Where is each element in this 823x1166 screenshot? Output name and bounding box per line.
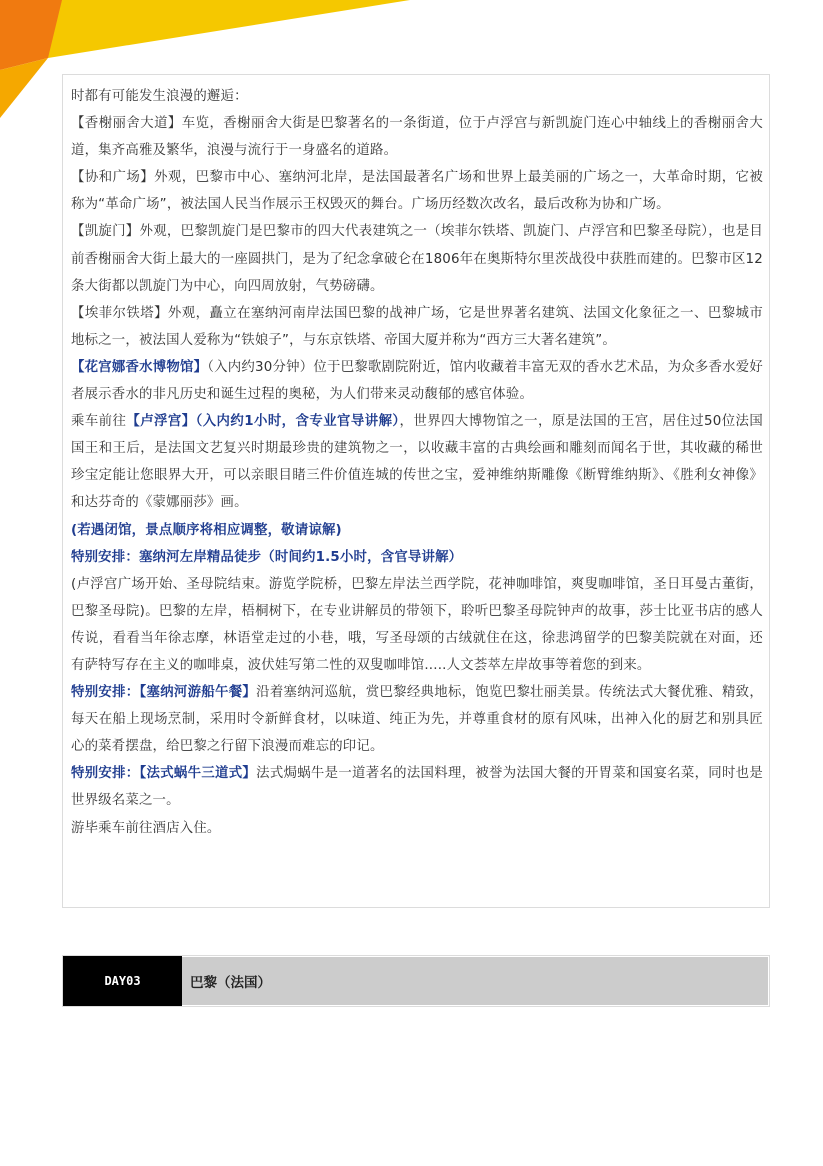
seine-cruise-body: 沿着塞纳河巡航，赏巴黎经典地标，饱览巴黎壮丽美景。传统法式大餐优雅、精致，每天在船上现场烹制，采用时令新鲜食材，以味道、纯正为先，并尊重食材的原有风味，出神入化的厨艺和别具匠心的菜肴摆盘，给巴黎之行留下浪漫而难忘的印记。 — [71, 685, 763, 755]
concorde-paragraph: 【协和广场】外观，巴黎市中心、塞纳河北岸，是法国最著名广场和世界上最美丽的广场之一，大革命时期，它被称为“革命广场”，被法国人民当作展示王权毁灭的舞台。广场历经数次改名，最后改称为协和广场。 — [71, 170, 763, 213]
louvre-title: 【卢浮宫】（入内约1小时，含专业官导讲解） — [126, 414, 400, 430]
louvre-pre: 乘车前往 — [71, 414, 127, 430]
day-title: 巴黎（法国） — [182, 957, 768, 1005]
eiffel-tower-paragraph: 【埃菲尔铁塔】外观，矗立在塞纳河南岸法国巴黎的战神广场，它是世界著名建筑、法国文化象征之一、巴黎城市地标之一，被法国人爱称为“铁娘子”，与东京铁塔、帝国大厦并称为“西方三大著名建筑”。 — [71, 305, 763, 348]
fragonard-body: （入内约30分钟）位于巴黎歌剧院附近，馆内收藏着丰富无双的香水艺术品，为众多香水爱好者展示香水的非凡历史和诞生过程的奥秘，为人们带来灵动馥郁的感官体验。 — [71, 359, 763, 403]
seine-cruise-paragraph — [71, 679, 763, 760]
fragonard-paragraph — [71, 354, 763, 408]
seine-cruise-title: 特别安排：【塞纳河游船午餐】 — [71, 685, 257, 701]
day-header — [62, 955, 770, 1007]
intro-text: 时都有可能发生浪漫的邂逅： — [71, 89, 248, 104]
louvre-paragraph — [71, 408, 763, 516]
escargot-title: 特别安排：【法式蜗牛三道式】 — [71, 766, 257, 782]
closure-notice: (若遇闭馆，景点顺序将相应调整，敬请谅解) — [71, 522, 342, 538]
hotel-paragraph: 游毕乘车前往酒店入住。 — [71, 820, 221, 836]
louvre-body: ，世界四大博物馆之一，原是法国的王宫，居住过50位法国国王和王后，是法国文艺复兴时期最珍贵的建筑物之一，以收藏丰富的古典绘画和雕刻而闻名于世，其收藏的稀世珍宝定能让您眼界大开，可以亲眼目睹三件价值连城的传世之宝，爱神维纳斯雕像《断臂维纳斯》、《胜利女神像》和达芬奇的《蒙娜丽莎》画。 — [71, 414, 763, 511]
day-label: DAY03 — [63, 956, 182, 1006]
itinerary-content-box — [62, 74, 770, 908]
champs-elysees-paragraph: 【香榭丽舍大道】车览，香榭丽舍大街是巴黎著名的一条街道，位于卢浮宫与新凯旋门连心中轴线上的香榭丽舍大道，集齐高雅及繁华，浪漫与流行于一身盛名的道路。 — [71, 116, 763, 159]
escargot-paragraph — [71, 760, 763, 814]
left-bank-walk-paragraph: (卢浮宫广场开始、圣母院结束。游览学院桥，巴黎左岸法兰西学院，花神咖啡馆，爽叟咖啡馆，圣日耳曼古董街，巴黎圣母院)。巴黎的左岸，梧桐树下，在专业讲解员的带领下，聆听巴黎圣母院钟声的故事，莎士比亚书店的感人传说，看看当年徐志摩，林语堂走过的小巷，哦，写圣母颂的古绒就住在这，徐悲鸿留学的巴黎美院就在对面，还有萨特写存在主义的咖啡桌，波伏娃写第二性的双叟咖啡馆.....人文荟萃左岸故事等着您的到来。 — [71, 576, 763, 673]
escargot-body: 法式焗蜗牛是一道著名的法国料理，被誉为法国大餐的开胃菜和国宴名菜，同时也是世界级名菜之一。 — [71, 766, 763, 809]
arc-de-triomphe-paragraph: 【凯旋门】外观，巴黎凯旋门是巴黎市的四大代表建筑之一（埃菲尔铁塔、凯旋门、卢浮宫和巴黎圣母院），也是目前香榭丽舍大街上最大的一座圆拱门，是为了纪念拿破仑在1806年在奥斯特尔里茨战役中获胜而建的。巴黎市区12条大街都以凯旋门为中心，向四周放射，气势磅礴。 — [71, 224, 763, 294]
left-bank-walk-title: 特别安排：塞纳河左岸精品徒步（时间约1.5小时，含官导讲解） — [71, 549, 463, 565]
fragonard-title: 【花宫娜香水博物馆】 — [71, 359, 208, 375]
